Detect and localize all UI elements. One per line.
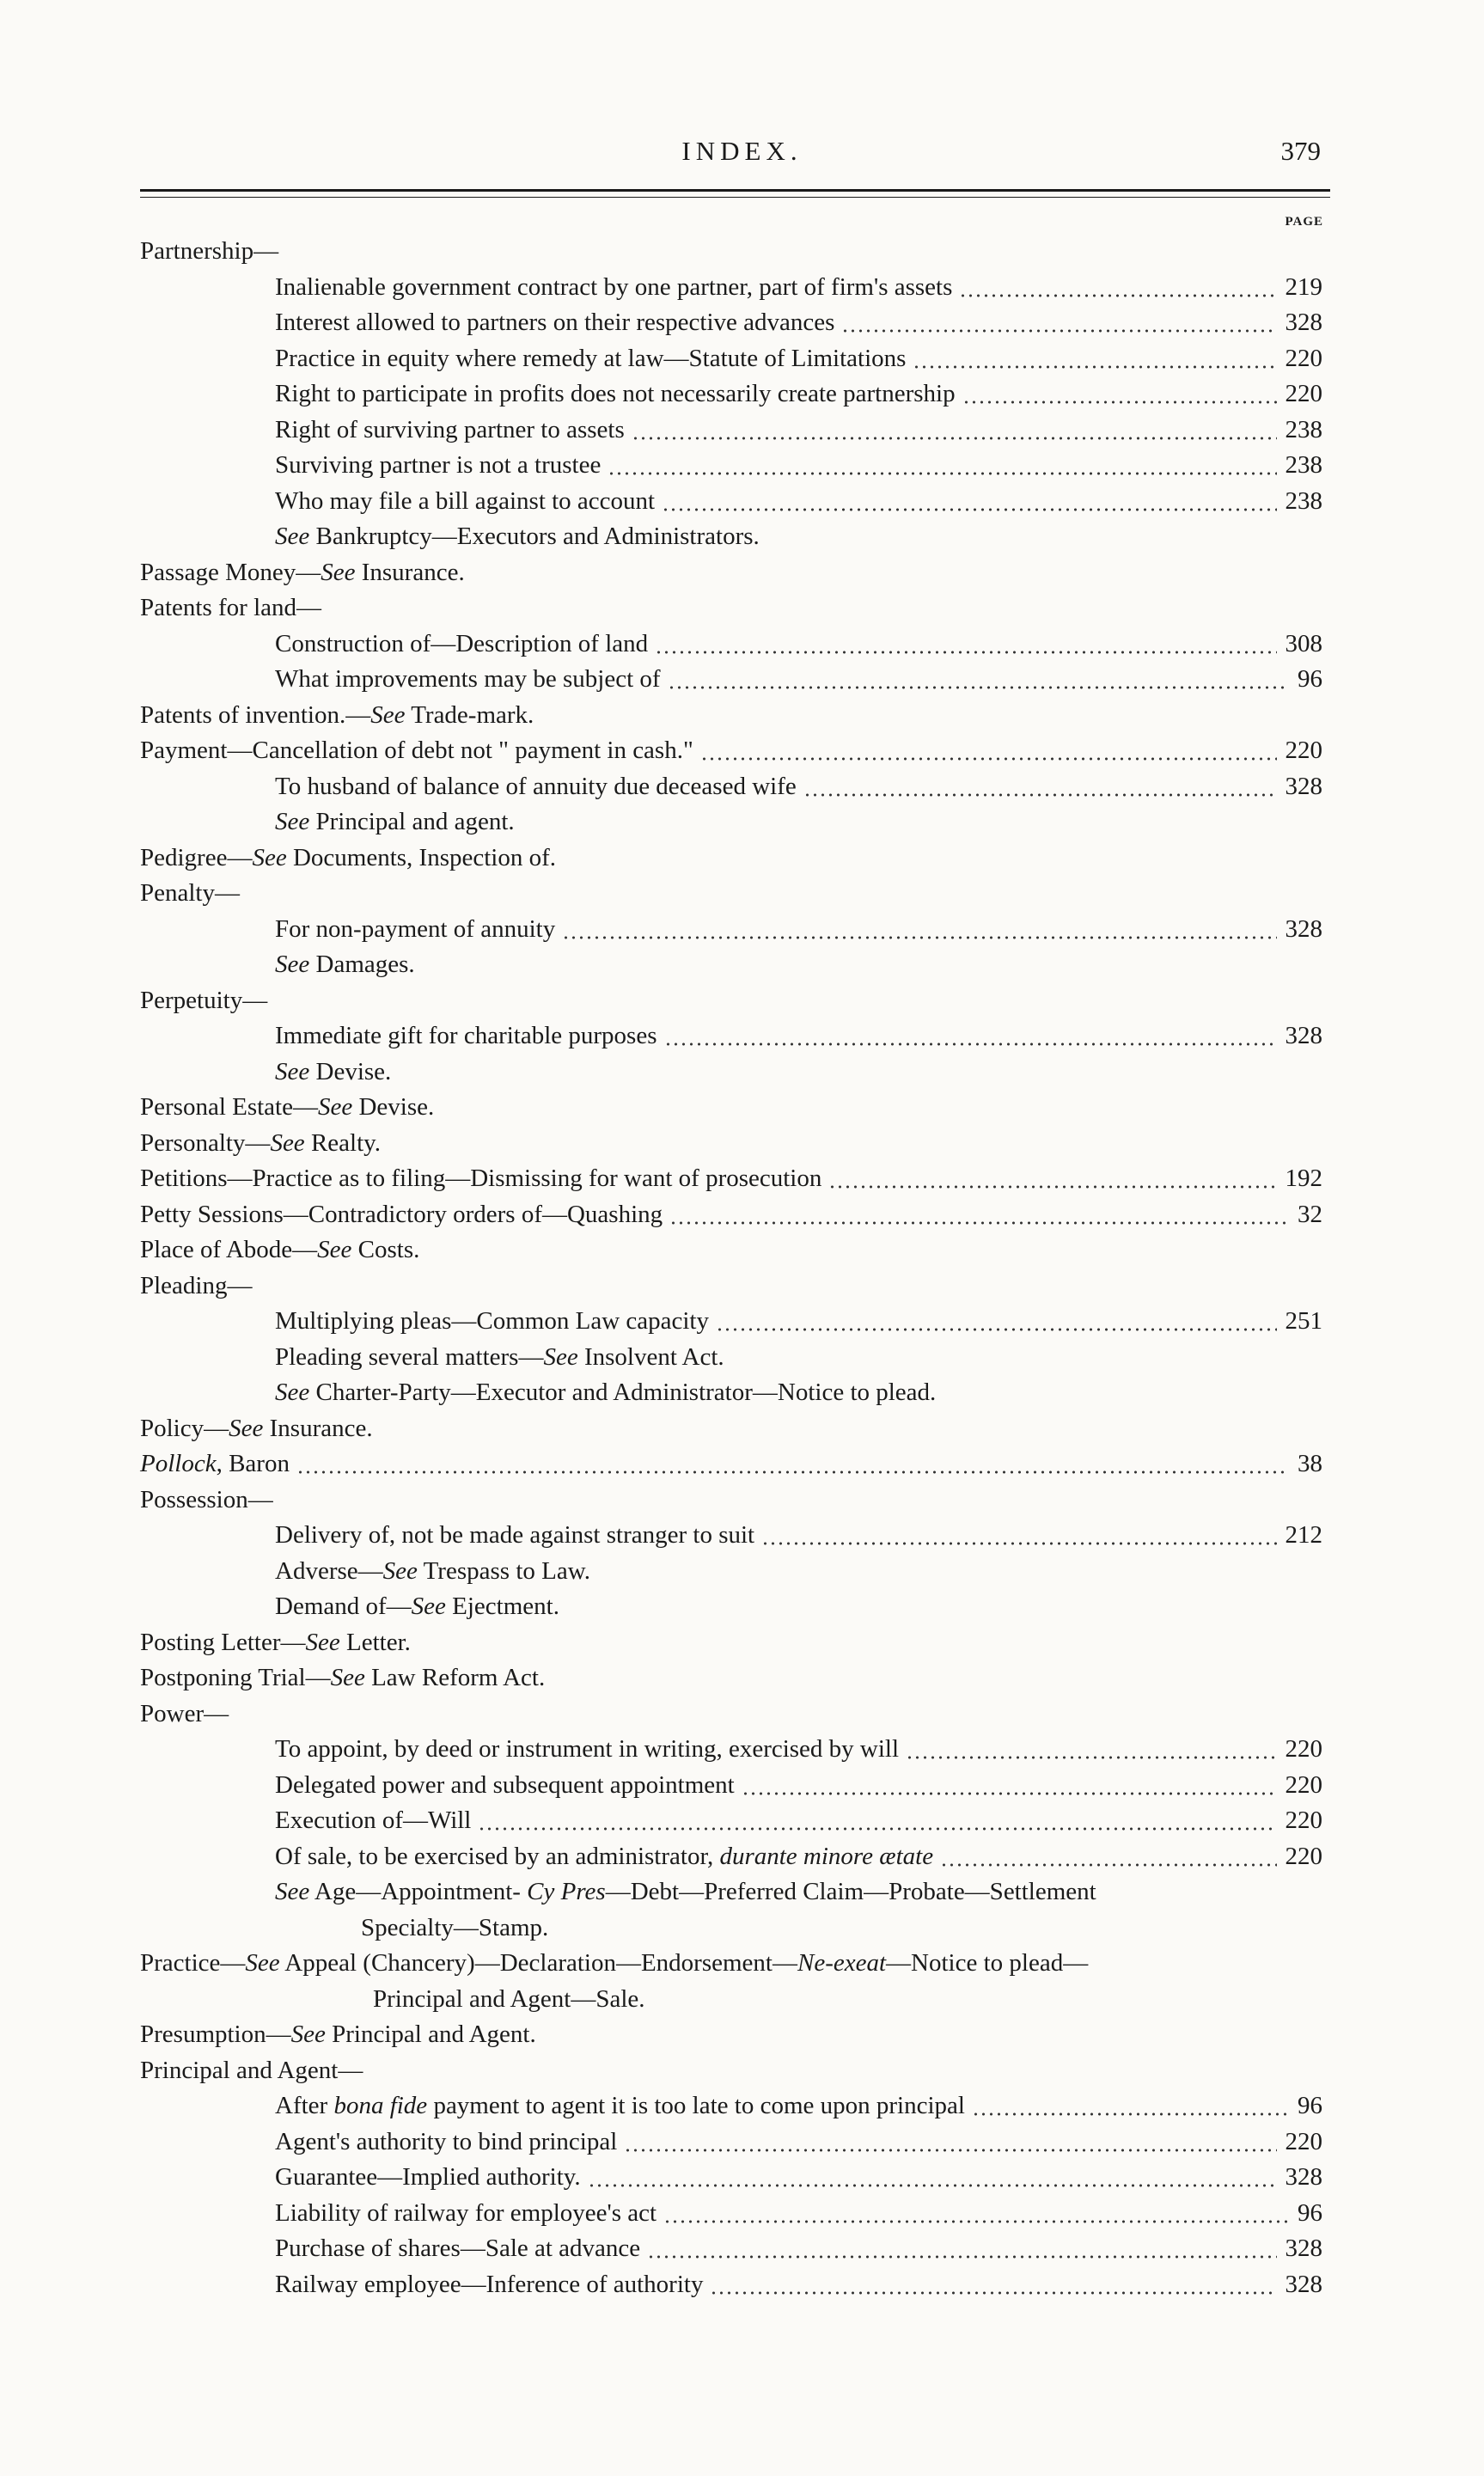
header-rule-thin [140,197,1330,198]
index-entry [0,912,1484,948]
index-entry [0,1269,1484,1305]
index-entry [0,983,1484,1019]
entry-page-number: 328 [1285,2235,1322,2262]
entry-page-number: 220 [1285,380,1322,407]
dot-leader [608,448,1276,484]
index-entry [0,2196,1484,2232]
entry-text: Railway employee—Inference of authority [275,2270,704,2298]
index-entry [0,769,1484,805]
dot-leader [710,2267,1276,2303]
index-entry [0,1874,1484,1910]
dot-leader [940,1839,1276,1875]
dot-leader [761,1518,1276,1554]
entry-text: Demand of—See Ejectment. [275,1593,559,1620]
index-entry [0,1697,1484,1733]
entry-text: Right to participate in profits does not necessarily create partnership [275,380,956,407]
index-entry [0,1910,1484,1947]
entry-text: See Damages. [275,951,415,978]
index-entry [0,1803,1484,1839]
index-entry [0,947,1484,983]
header-rule [140,189,1330,192]
dot-leader [742,1768,1277,1804]
entry-text: Adverse—See Trespass to Law. [275,1556,591,1585]
index-entry [0,2017,1484,2053]
entry-text: Perpetuity— [140,986,268,1014]
entry-text: To husband of balance of annuity due deceased wife [275,772,797,800]
entry-text: Patents of invention.—See Trade-mark. [140,700,534,729]
entry-page-number: 328 [1285,2163,1322,2191]
entry-page-number: 38 [1298,1450,1322,1477]
index-entry [0,1946,1484,1982]
entry-text: Pedigree—See Documents, Inspection of. [140,843,557,871]
index-entry [0,733,1484,769]
entry-page-number: 238 [1285,415,1322,443]
entry-text: Delegated power and subsequent appointment [275,1770,735,1799]
index-entry [0,2160,1484,2196]
entry-page-number: 251 [1285,1307,1322,1335]
index-entry [0,1625,1484,1661]
entry-text: Liability of railway for employee's act [275,2198,657,2227]
index-entry [0,2053,1484,2089]
entry-text: Surviving partner is not a trustee [275,451,602,479]
index-entry [0,341,1484,377]
dot-leader [662,484,1276,520]
entry-text: Specialty—Stamp. [361,1913,549,1941]
entry-text: Pollock, Baron [140,1450,290,1477]
entry-page-number: 220 [1285,1842,1322,1870]
entry-text: Possession— [140,1485,273,1513]
entry-text: After bona fide payment to agent it is too late to come upon principal [275,2092,965,2119]
index-entry [0,519,1484,555]
index-entry [0,1483,1484,1519]
index-entry [0,1839,1484,1875]
dot-leader [669,1197,1289,1233]
entry-text: Partnership— [140,237,279,265]
dot-leader [655,627,1276,663]
entry-text: Pleading— [140,1271,253,1299]
index-entry [0,590,1484,627]
dot-leader [913,341,1276,377]
entry-text: See Charter-Party—Executor and Administrator—Notice to plead. [275,1379,937,1406]
entry-page-number: 220 [1285,1807,1322,1834]
entry-text: Interest allowed to partners on their respective advances [275,309,835,336]
index-entry [0,2267,1484,2303]
dot-leader [588,2160,1277,2196]
entry-page-number: 96 [1298,2198,1322,2227]
index-entry [0,1554,1484,1590]
dot-leader [632,413,1277,449]
index-entry [0,627,1484,663]
entry-text: Postponing Trial—See Law Reform Act. [140,1664,546,1691]
index-entry [0,2231,1484,2267]
entry-page-number: 192 [1285,1165,1322,1192]
dot-leader [906,1732,1276,1768]
entry-page-number: 238 [1285,451,1322,479]
page-title: INDEX. [681,136,803,166]
entry-page-number: 220 [1285,1735,1322,1763]
entry-text: Construction of—Description of land [275,629,649,657]
index-entry [0,1768,1484,1804]
entry-text: Personalty—See Realty. [140,1128,382,1157]
index-entry [0,1090,1484,1126]
index-entry [0,1411,1484,1447]
entry-page-number: 96 [1298,2092,1322,2119]
entry-text: Inalienable government contract by one partner, part of firm's assets [275,272,953,301]
dot-leader [562,912,1276,948]
index-entries [0,234,1484,2302]
entry-text: See Principal and agent. [275,808,515,835]
index-entry [0,234,1484,270]
dot-leader [663,2196,1289,2232]
dot-leader [700,733,1277,769]
entry-text: Penalty— [140,879,240,907]
index-entry [0,555,1484,591]
dot-leader [962,376,1277,413]
entry-page-number: 220 [1285,2127,1322,2155]
index-entry [0,662,1484,698]
page-number: 379 [1280,136,1321,166]
running-head [0,136,1484,170]
entry-text: Power— [140,1699,229,1727]
dot-leader [647,2231,1276,2267]
entry-text: Posting Letter—See Letter. [140,1628,411,1656]
index-entry [0,270,1484,306]
dot-leader [478,1803,1276,1839]
entry-text: Payment—Cancellation of debt not " payment in cash." [140,737,693,764]
entry-text: Execution of—Will [275,1807,472,1834]
page-column-label: PAGE [1285,215,1323,229]
entry-page-number: 219 [1285,272,1322,301]
dot-leader [664,1018,1277,1055]
index-entry [0,448,1484,484]
entry-text: Delivery of, not be made against stranger to suit [275,1521,755,1549]
dot-leader [668,662,1289,698]
index-entry [0,1982,1484,2018]
entry-page-number: 328 [1285,2270,1322,2298]
dot-leader [959,270,1276,306]
dot-leader [803,769,1277,805]
entry-text: Policy—See Insurance. [140,1414,373,1442]
entry-page-number: 220 [1285,1770,1322,1799]
index-entry [0,1018,1484,1055]
index-entry [0,1055,1484,1091]
entry-text: Petty Sessions—Contradictory orders of—Quashing [140,1200,663,1228]
index-entry [0,376,1484,413]
dot-leader [624,2124,1276,2161]
index-entry [0,1197,1484,1233]
entry-page-number: 328 [1285,772,1322,800]
entry-text: Of sale, to be exercised by an administrator, durante minore ætate [275,1842,934,1870]
dot-leader [841,305,1276,341]
entry-text: Right of surviving partner to assets [275,415,625,443]
index-entry [0,1340,1484,1376]
index-entry [0,305,1484,341]
index-entry [0,413,1484,449]
entry-text: Principal and Agent— [140,2056,363,2084]
entry-text: Practice in equity where remedy at law—Statute of Limitations [275,344,907,372]
dot-leader [716,1304,1277,1340]
entry-page-number: 308 [1285,629,1322,657]
index-entry [0,1375,1484,1411]
index-entry [0,1161,1484,1197]
entry-text: Patents for land— [140,594,322,621]
entry-page-number: 238 [1285,486,1322,515]
entry-text: See Bankruptcy—Executors and Administrators. [275,523,760,550]
entry-page-number: 32 [1298,1200,1322,1228]
entry-page-number: 212 [1285,1521,1322,1549]
entry-text: Multiplying pleas—Common Law capacity [275,1307,709,1335]
index-entry [0,804,1484,841]
index-entry [0,1304,1484,1340]
entry-text: Pleading several matters—See Insolvent Act. [275,1342,724,1371]
entry-text: Passage Money—See Insurance. [140,558,465,586]
entry-page-number: 220 [1285,344,1322,372]
entry-text: Petitions—Practice as to filing—Dismissing for want of prosecution [140,1165,822,1192]
index-entry [0,2088,1484,2124]
index-entry [0,1589,1484,1625]
entry-text: Who may file a bill against to account [275,486,656,515]
entry-text: Purchase of shares—Sale at advance [275,2235,641,2262]
entry-text: To appoint, by deed or instrument in writing, exercised by will [275,1735,900,1763]
entry-text: Presumption—See Principal and Agent. [140,2021,536,2048]
entry-page-number: 328 [1285,309,1322,336]
entry-text: What improvements may be subject of [275,665,661,693]
entry-page-number: 220 [1285,737,1322,764]
dot-leader [972,2088,1289,2124]
index-entry [0,1446,1484,1483]
entry-page-number: 96 [1298,665,1322,693]
entry-page-number: 328 [1285,1022,1322,1049]
index-entry [0,484,1484,520]
index-entry [0,1232,1484,1269]
index-entry [0,876,1484,912]
index-entry [0,1518,1484,1554]
entry-text: Practice—See Appeal (Chancery)—Declaration—Endorsement—Ne-exeat—Notice to plead— [140,1949,1089,1977]
entry-text: Principal and Agent—Sale. [373,1984,645,2013]
index-entry [0,698,1484,734]
entry-text: Personal Estate—See Devise. [140,1093,435,1121]
entry-text: For non-payment of annuity [275,914,556,943]
entry-page-number: 328 [1285,914,1322,943]
entry-text: See Age—Appointment- Cy Pres—Debt—Preferred Claim—Probate—Settlement [275,1878,1096,1905]
dot-leader [828,1161,1276,1197]
index-entry [0,1732,1484,1768]
entry-text: Guarantee—Implied authority. [275,2163,581,2191]
entry-text: Immediate gift for charitable purposes [275,1022,657,1049]
index-entry [0,841,1484,877]
dot-leader [296,1446,1289,1483]
entry-text: Place of Abode—See Costs. [140,1236,420,1263]
index-entry [0,1126,1484,1162]
entry-text: See Devise. [275,1057,392,1085]
entry-text: Agent's authority to bind principal [275,2127,618,2155]
index-entry [0,2124,1484,2161]
index-entry [0,1660,1484,1697]
